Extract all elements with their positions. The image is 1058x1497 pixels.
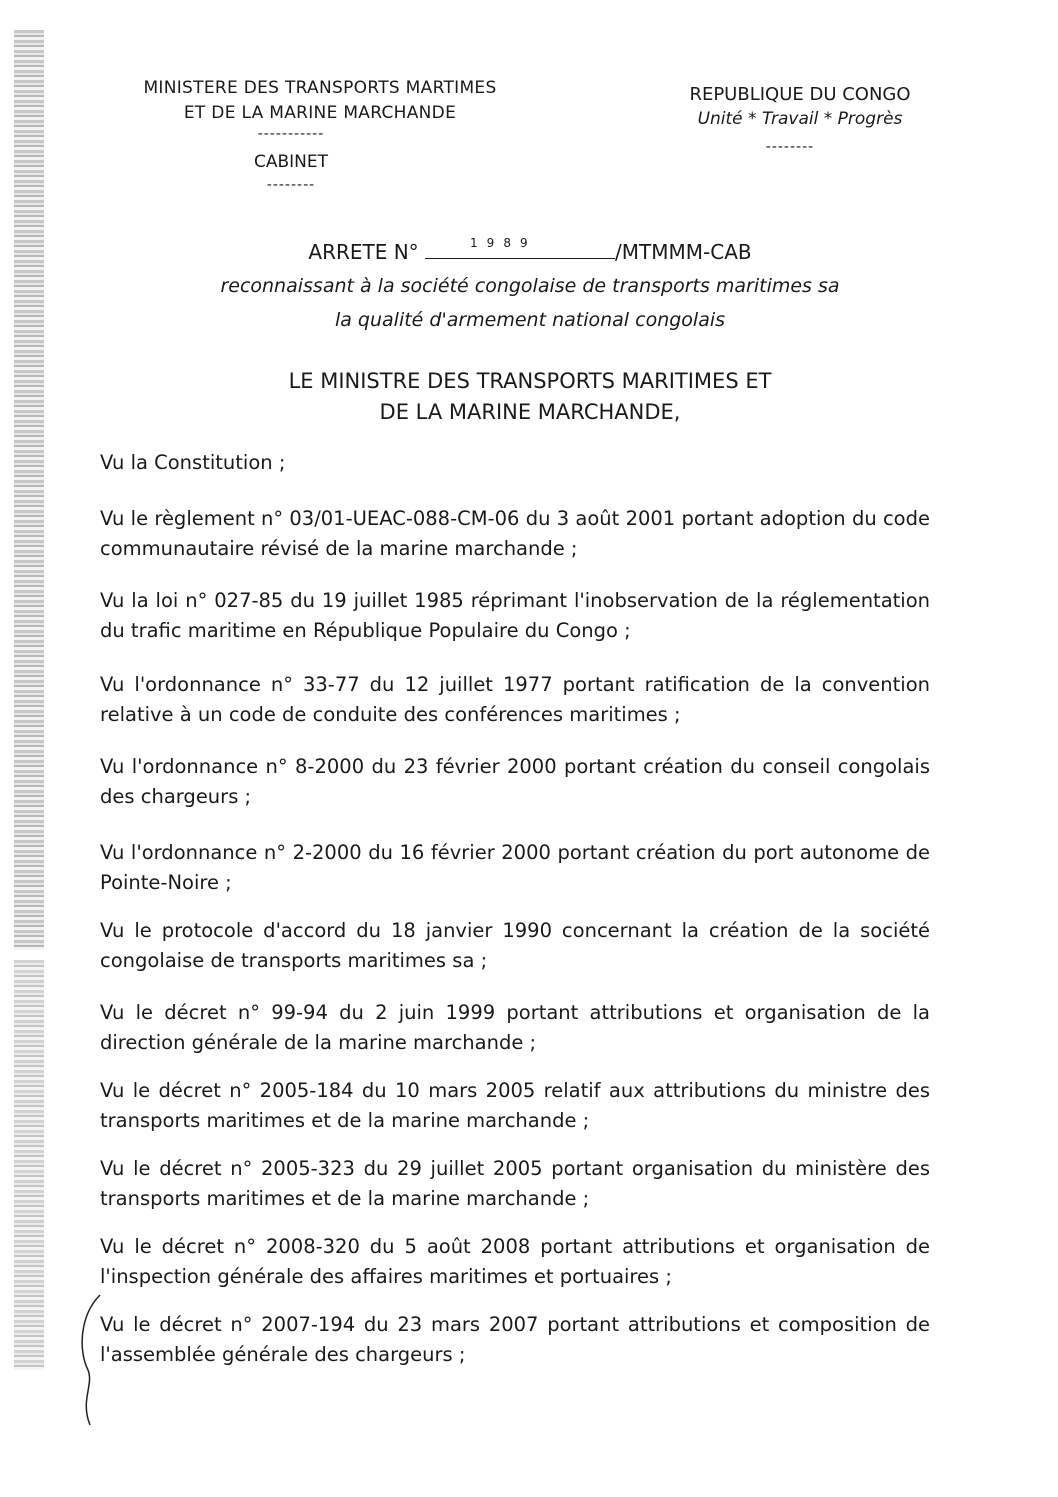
- visa-item: Vu le décret n° 2005-323 du 29 juillet 2005 portant organisation du ministère des transports maritimes et de la marine marchande ;: [100, 1157, 930, 1210]
- ministry-line-1: MINISTERE DES TRANSPORTS MARTIMES: [143, 78, 497, 98]
- subtitle-line-1: reconnaissant à la société congolaise de transports maritimes sa: [220, 275, 840, 297]
- visa-item: Vu le décret n° 2007-194 du 23 mars 2007 portant attributions et composition de l'assemblée générale des chargeurs ;: [100, 1313, 930, 1366]
- subtitle-line-2: la qualité d'armement national congolais: [334, 309, 726, 331]
- republic-header: [660, 82, 940, 132]
- visa-item: Vu l'ordonnance n° 33-77 du 12 juillet 1977 portant ratification de la convention relative à un code de conduite des conférences maritimes ;: [100, 673, 930, 726]
- cabinet-label: CABINET: [253, 152, 329, 172]
- minister-heading: [200, 366, 860, 428]
- arrete-number-field: [425, 236, 615, 259]
- arrete-prefix: ARRETE N°: [308, 240, 419, 264]
- visa-item: Vu la loi n° 027-85 du 19 juillet 1985 réprimant l'inobservation de la réglementation du trafic maritime en République Populaire du Congo ;: [100, 589, 930, 642]
- handwritten-margin-mark: [70, 1290, 110, 1430]
- republic-motto: Unité * Travail * Progrès: [697, 109, 903, 129]
- scan-edge-artifact-lower: [14, 960, 44, 1370]
- header-divider-top: -----------: [257, 126, 325, 142]
- arrete-suffix: /MTMMM-CAB: [615, 240, 752, 264]
- visa-item: Vu le décret n° 99-94 du 2 juin 1999 portant attributions et organisation de la direction générale de la marine marchande ;: [100, 1001, 930, 1054]
- visa-item: Vu l'ordonnance n° 2-2000 du 16 février 2000 portant création du port autonome de Pointe-Noire ;: [100, 841, 930, 894]
- republic-divider: --------: [765, 139, 815, 155]
- visa-item: Vu le décret n° 2008-320 du 5 août 2008 portant attributions et organisation de l'inspection générale des affaires maritimes et portuaires ;: [100, 1235, 930, 1288]
- visa-item: Vu le décret n° 2005-184 du 10 mars 2005 relatif aux attributions du ministre des transports maritimes et de la marine marchande ;: [100, 1079, 930, 1132]
- header-divider-bottom: --------: [266, 177, 316, 193]
- minister-line-1: LE MINISTRE DES TRANSPORTS MARITIMES ET: [288, 369, 772, 393]
- minister-line-2: DE LA MARINE MARCHANDE,: [379, 400, 681, 424]
- visa-item: Vu la Constitution ;: [100, 451, 286, 474]
- visa-item: Vu l'ordonnance n° 8-2000 du 23 février 2000 portant création du conseil congolais des chargeurs ;: [100, 755, 930, 808]
- ministry-header: [110, 76, 530, 126]
- visa-item: Vu le règlement n° 03/01-UEAC-088-CM-06 du 3 août 2001 portant adoption du code communautaire révisé de la marine marchande ;: [100, 507, 930, 560]
- arrete-number: 1989: [470, 236, 537, 250]
- ministry-line-2: ET DE LA MARINE MARCHANDE: [183, 103, 457, 123]
- republic-name: REPUBLIQUE DU CONGO: [689, 84, 911, 105]
- scan-edge-artifact: [14, 30, 44, 950]
- arrete-title: [150, 235, 910, 337]
- arrete-number-line: [150, 235, 910, 269]
- visa-item: Vu le protocole d'accord du 18 janvier 1990 concernant la création de la société congolaise de transports maritimes sa ;: [100, 919, 930, 972]
